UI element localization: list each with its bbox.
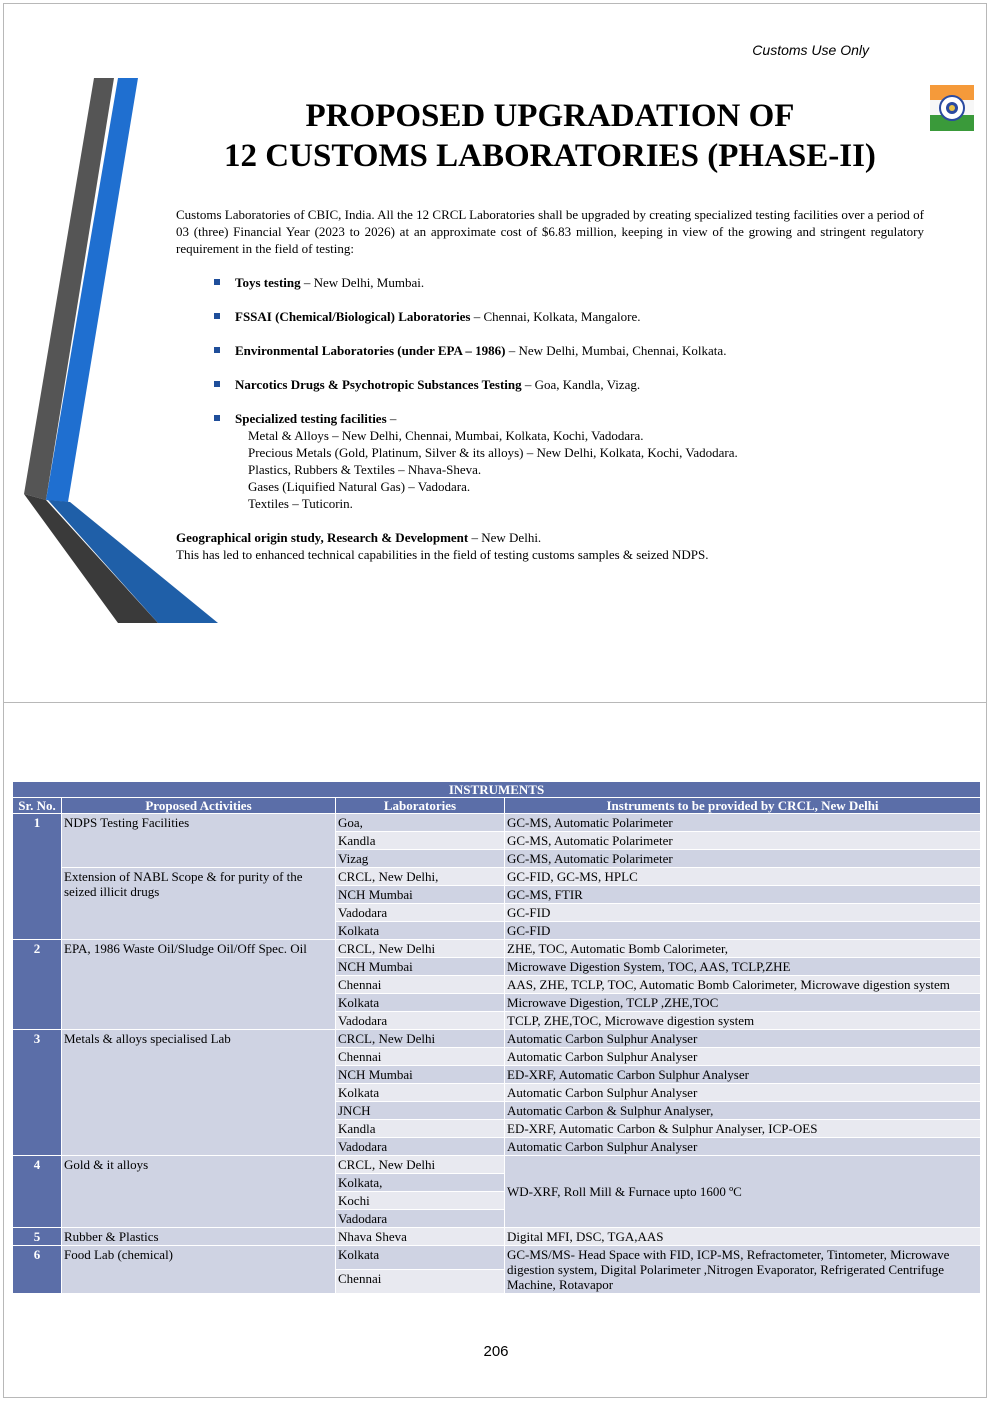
instruments-cell: GC-MS, Automatic Polarimeter [505, 850, 981, 868]
bullet-square-icon [214, 381, 220, 387]
laboratory-cell: Vadodara [336, 904, 505, 922]
laboratory-cell: Chennai [336, 1048, 505, 1066]
instruments-cell: Automatic Carbon Sulphur Analyser [505, 1138, 981, 1156]
sr-no-cell: 1 [13, 814, 62, 940]
table-row [13, 1030, 981, 1048]
header-instruments: Instruments to be provided by CRCL, New Delhi [505, 798, 981, 814]
sr-no-cell: 4 [13, 1156, 62, 1228]
laboratory-cell: Kolkata [336, 1084, 505, 1102]
geo-line: Geographical origin study, Research & Development – New Delhi. [176, 530, 542, 545]
table-row [13, 940, 981, 958]
laboratory-cell: Nhava Sheva [336, 1228, 505, 1246]
instruments-cell: GC-FID [505, 904, 981, 922]
activity-cell: Food Lab (chemical) [62, 1246, 336, 1294]
specialized-list [235, 427, 924, 512]
page-title: PROPOSED UPGRADATION OF 12 CUSTOMS LABORATORIES (PHASE-II) [224, 98, 876, 174]
sr-no-cell: 5 [13, 1228, 62, 1246]
laboratory-cell: NCH Mumbai [336, 886, 505, 904]
bullet-item: Specialized testing facilities – Metal & Alloys – New Delhi, Chennai, Mumbai, Kolkata, Kochi, Vadodara. Precious Metals (Gold, Platinum, Silver & its alloys) – New Delhi, Kolkata, Kochi, Vadodara. Plastics, Rubbers & Textiles – Nhava-Sheva. Gases (Liquified Natural Gas) – Vadodara. Textiles – Tuticorin. [214, 410, 924, 512]
laboratory-cell: Kandla [336, 832, 505, 850]
instruments-cell: Automatic Carbon Sulphur Analyser [505, 1084, 981, 1102]
laboratory-cell: JNCH [336, 1102, 505, 1120]
specialized-item: Plastics, Rubbers & Textiles – Nhava-Sheva. [248, 462, 482, 477]
slide-divider [3, 702, 987, 703]
table-row [13, 868, 981, 886]
instruments-cell: GC-MS, Automatic Polarimeter [505, 832, 981, 850]
sr-no-cell: 6 [13, 1246, 62, 1294]
specialized-item: Textiles – Tuticorin. [248, 496, 353, 511]
instruments-cell: GC-MS/MS- Head Space with FID, ICP-MS, Refractometer, Tintometer, Microwave digestion system, Digital Polarimeter ,Nitrogen Evaporator, Refrigerated Centrifuge Machine, Rotavapor [505, 1246, 981, 1294]
laboratory-cell: Kolkata, [336, 1174, 505, 1192]
bullet-item: FSSAI (Chemical/Biological) Laboratories – Chennai, Kolkata, Mangalore. [214, 308, 924, 325]
laboratory-cell: Chennai [336, 976, 505, 994]
instruments-cell: GC-MS, FTIR [505, 886, 981, 904]
bullet-square-icon [214, 347, 220, 353]
instruments-table [12, 781, 981, 1294]
instruments-cell: Automatic Carbon & Sulphur Analyser, [505, 1102, 981, 1120]
instruments-cell: Microwave Digestion System, TOC, AAS, TCLP,ZHE [505, 958, 981, 976]
activity-cell: Extension of NABL Scope & for purity of the seized illicit drugs [62, 868, 336, 940]
customs-use-label: Customs Use Only [752, 42, 869, 58]
bullet-square-icon [214, 279, 220, 285]
activity-cell: Gold & it alloys [62, 1156, 336, 1228]
bullet-square-icon [214, 415, 220, 421]
instruments-cell: Microwave Digestion, TCLP ,ZHE,TOC [505, 994, 981, 1012]
instruments-cell: AAS, ZHE, TCLP, TOC, Automatic Bomb Calorimeter, Microwave digestion system [505, 976, 981, 994]
instruments-cell: ED-XRF, Automatic Carbon & Sulphur Analyser, ICP-OES [505, 1120, 981, 1138]
header-proposed-activities: Proposed Activities [62, 798, 336, 814]
table-row [13, 814, 981, 832]
header-laboratories: Laboratories [336, 798, 505, 814]
instruments-cell: TCLP, ZHE,TOC, Microwave digestion system [505, 1012, 981, 1030]
table-row [13, 1156, 981, 1174]
laboratory-cell: Chennai [336, 1270, 505, 1294]
laboratory-cell: Kandla [336, 1120, 505, 1138]
sr-no-cell: 2 [13, 940, 62, 1030]
laboratory-cell: Vadodara [336, 1138, 505, 1156]
laboratory-cell: Vizag [336, 850, 505, 868]
bullet-item: Toys testing – New Delhi, Mumbai. [214, 274, 924, 291]
laboratory-cell: Kochi [336, 1192, 505, 1210]
bullet-item: Environmental Laboratories (under EPA – 1986) – New Delhi, Mumbai, Chennai, Kolkata. [214, 342, 924, 359]
laboratory-cell: Kolkata [336, 922, 505, 940]
instruments-cell: ED-XRF, Automatic Carbon Sulphur Analyser [505, 1066, 981, 1084]
laboratory-cell: Kolkata [336, 994, 505, 1012]
table-row [13, 1228, 981, 1246]
laboratory-cell: NCH Mumbai [336, 958, 505, 976]
bullet-item: Narcotics Drugs & Psychotropic Substances Testing – Goa, Kandla, Vizag. [214, 376, 924, 393]
activity-cell: Rubber & Plastics [62, 1228, 336, 1246]
instruments-cell: GC-MS, Automatic Polarimeter [505, 814, 981, 832]
activity-cell: Metals & alloys specialised Lab [62, 1030, 336, 1156]
laboratory-cell: Vadodara [336, 1210, 505, 1228]
header-sr-no: Sr. No. [13, 798, 62, 814]
bullet-square-icon [214, 313, 220, 319]
table-row [13, 1246, 981, 1270]
instruments-cell: Automatic Carbon Sulphur Analyser [505, 1048, 981, 1066]
specialized-item: Metal & Alloys – New Delhi, Chennai, Mumbai, Kolkata, Kochi, Vadodara. [248, 428, 644, 443]
activity-cell: EPA, 1986 Waste Oil/Sludge Oil/Off Spec. Oil [62, 940, 336, 1030]
specialized-item: Gases (Liquified Natural Gas) – Vadodara. [248, 479, 471, 494]
activity-cell: NDPS Testing Facilities [62, 814, 336, 868]
specialized-item: Precious Metals (Gold, Platinum, Silver & its alloys) – New Delhi, Kolkata, Kochi, Vadodara. [248, 445, 738, 460]
laboratory-cell: CRCL, New Delhi [336, 1030, 505, 1048]
closing-line: This has led to enhanced technical capabilities in the field of testing customs samples & seized NDPS. [176, 547, 709, 562]
instruments-cell: WD-XRF, Roll Mill & Furnace upto 1600 ºC [505, 1156, 981, 1228]
slide-body [176, 206, 924, 563]
page-number: 206 [483, 1343, 509, 1360]
bullet-list [176, 274, 924, 512]
instruments-cell: GC-FID, GC-MS, HPLC [505, 868, 981, 886]
laboratory-cell: Goa, [336, 814, 505, 832]
instruments-cell: ZHE, TOC, Automatic Bomb Calorimeter, [505, 940, 981, 958]
laboratory-cell: CRCL, New Delhi [336, 940, 505, 958]
laboratory-cell: Kolkata [336, 1246, 505, 1270]
instruments-cell: GC-FID [505, 922, 981, 940]
laboratory-cell: NCH Mumbai [336, 1066, 505, 1084]
sr-no-cell: 3 [13, 1030, 62, 1156]
laboratory-cell: Vadodara [336, 1012, 505, 1030]
laboratory-cell: CRCL, New Delhi, [336, 868, 505, 886]
instruments-cell: Digital MFI, DSC, TGA,AAS [505, 1228, 981, 1246]
laboratory-cell: CRCL, New Delhi [336, 1156, 505, 1174]
table-caption: INSTRUMENTS [13, 782, 981, 798]
instruments-cell: Automatic Carbon Sulphur Analyser [505, 1030, 981, 1048]
intro-paragraph: Customs Laboratories of CBIC, India. All the 12 CRCL Laboratories shall be upgraded by creating specialized testing facilities over a period of 03 (three) Financial Year (2023 to 2026) at an approximate cost of $6.83 million, keeping in view of the growing and stringent regulatory requirement in the field of testing: [176, 207, 924, 256]
